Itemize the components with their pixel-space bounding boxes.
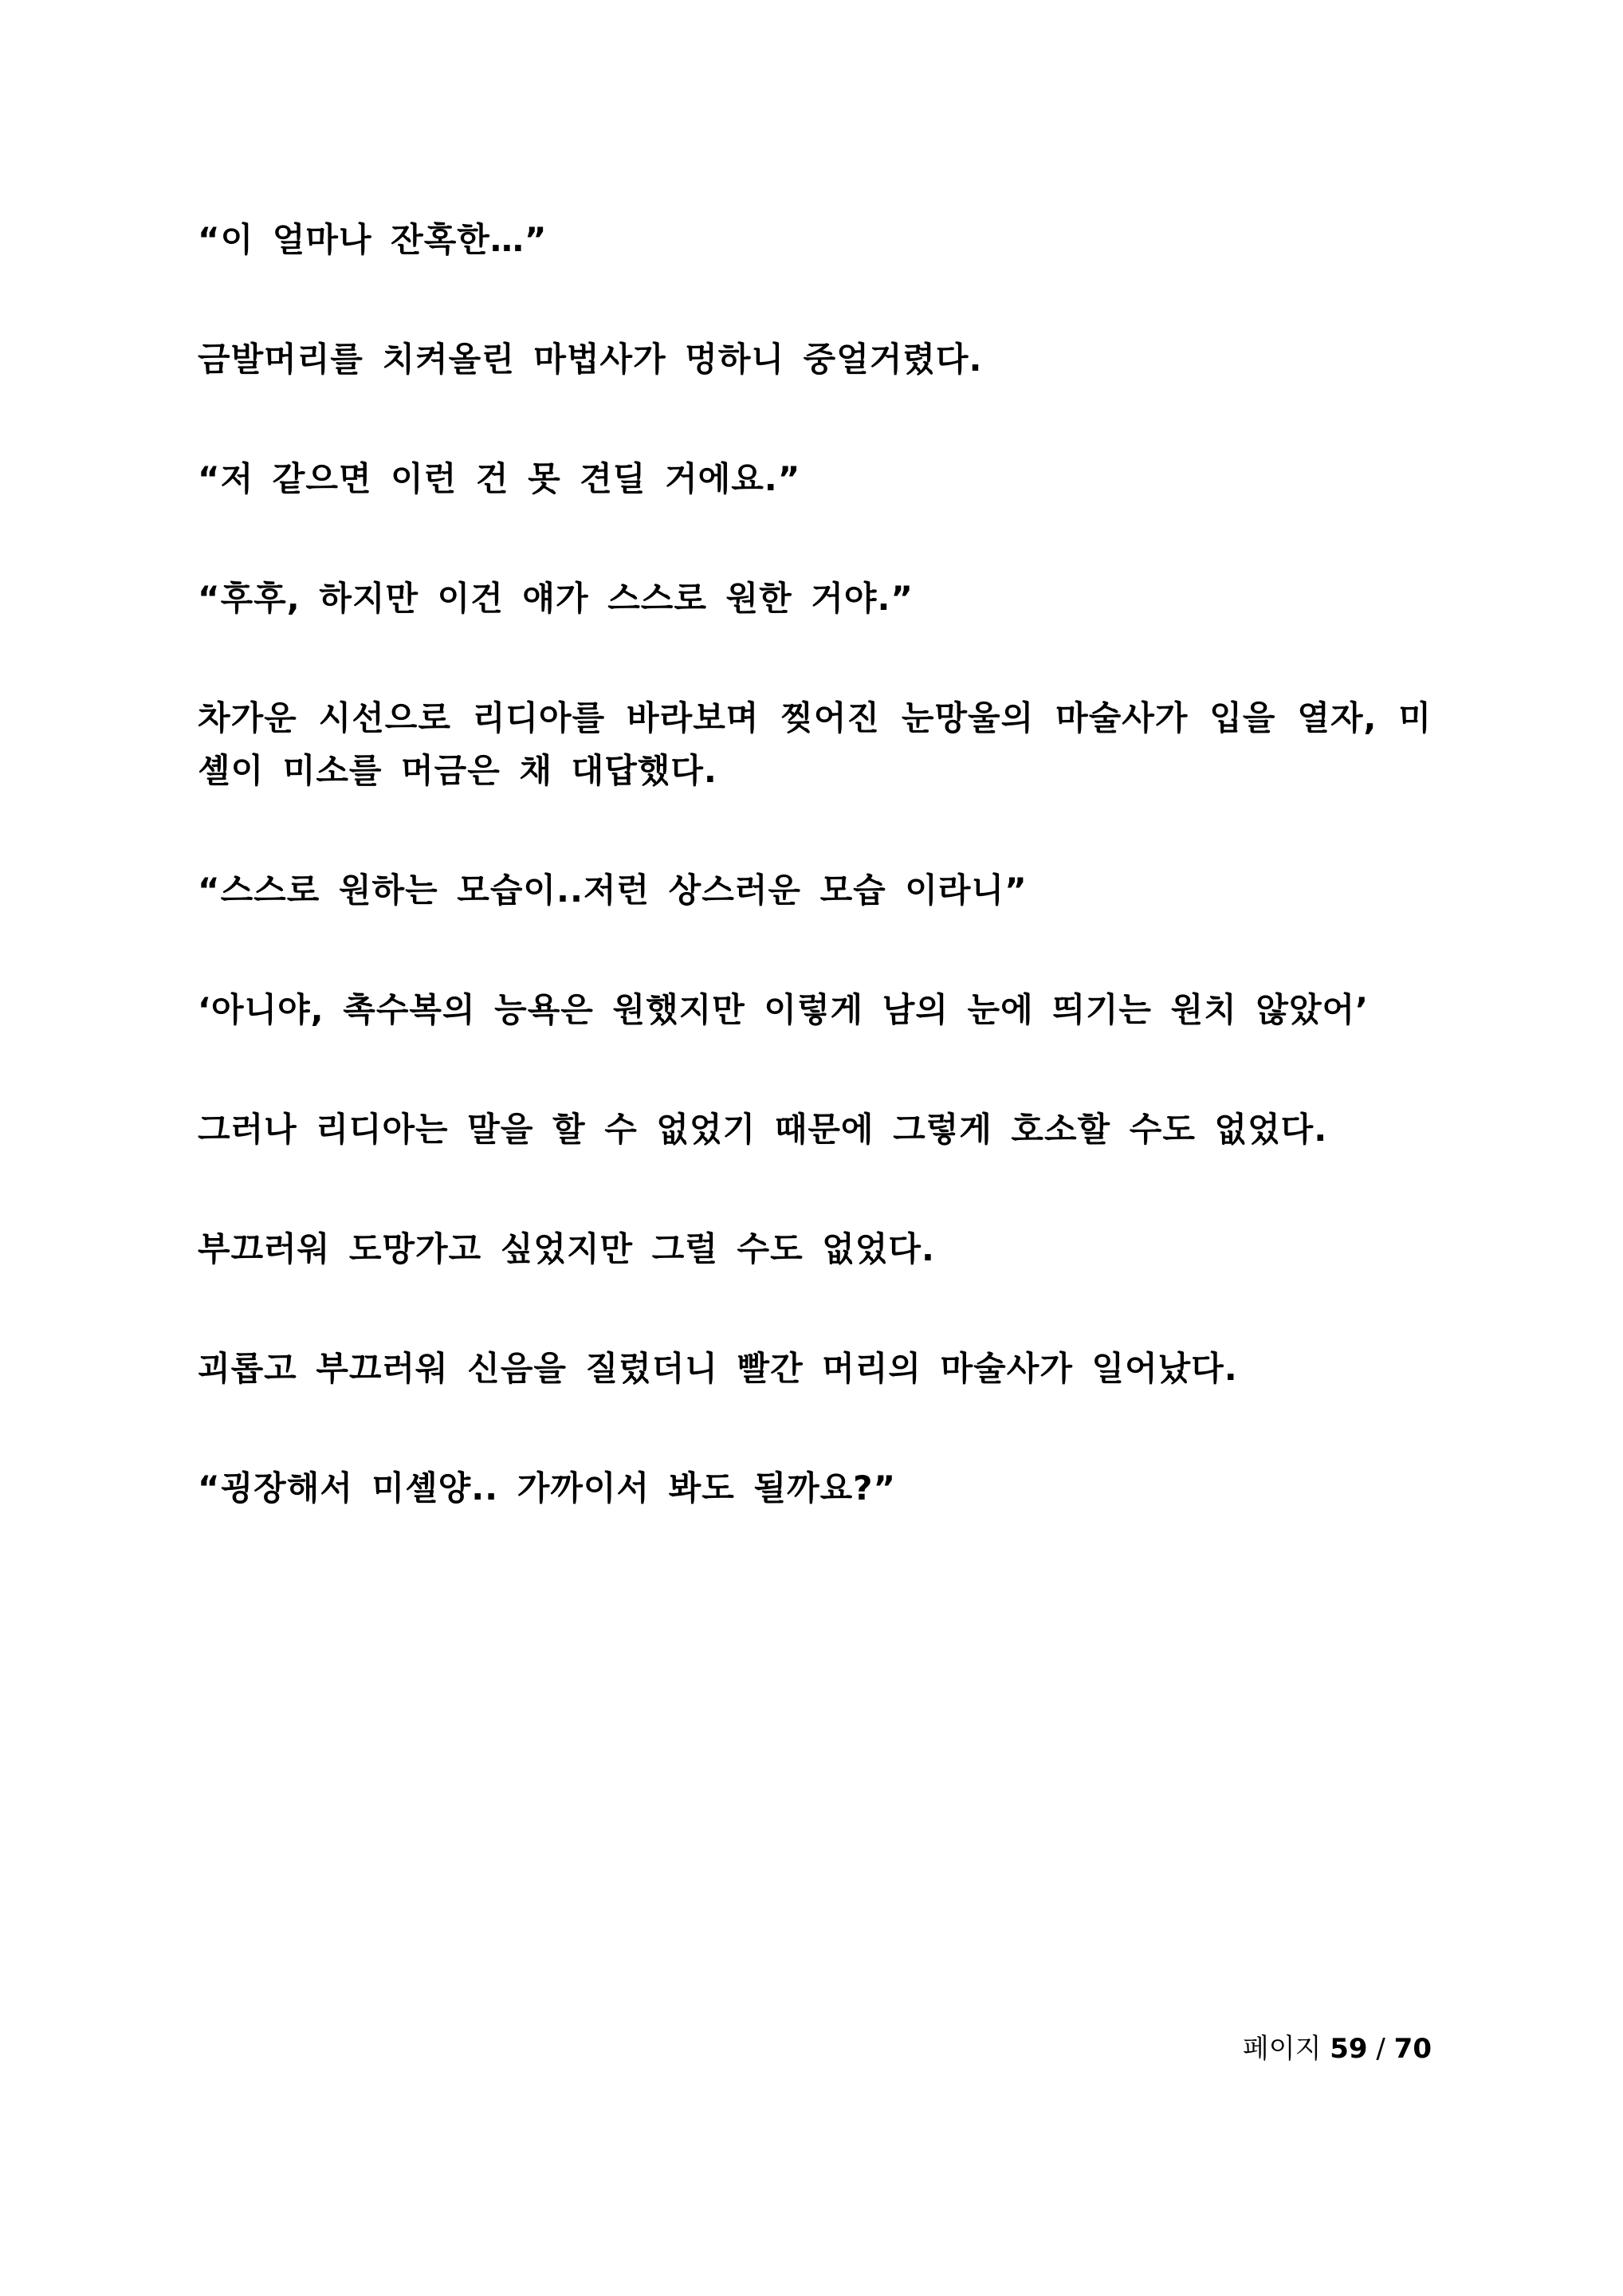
paragraph: “후후, 하지만 이건 얘가 스스로 원한 거야.” [198, 579, 914, 618]
paragraph: “저 같으면 이런 건 못 견딜 거에요.” [198, 459, 801, 498]
total-page-count: 70 [1393, 2033, 1432, 2065]
page-separator: / [1376, 2033, 1385, 2065]
paragraph: “굉장해서 미셸양.. 가까이서 봐도 될까요?” [198, 1468, 897, 1508]
paragraph: 괴롭고 부끄러워 신음을 질렀더니 빨간 머리의 마술사가 일어났다. [198, 1349, 1238, 1388]
current-page-number: 59 [1330, 2033, 1368, 2065]
paragraph: 차가운 시선으로 리디아를 바라보며 찢어진 눈망울의 마술사가 입을 열자, 미셸이 미소를 머금은 채 대답했다. [198, 698, 1432, 790]
paragraph: ‘아니야, 촉수복의 능욕은 원했지만 이렇게 남의 눈에 띄기는 원치 않았어’ [198, 990, 1370, 1029]
page-label: 페이지 [1242, 2033, 1322, 2065]
paragraph: “스스로 원하는 모습이..저런 상스러운 모습 이라니” [198, 871, 1028, 910]
paragraph: 그러나 리디아는 말을 할 수 없었기 때문에 그렇게 호소할 수도 없었다. [198, 1110, 1328, 1149]
paragraph: “이 얼마나 잔혹한…” [198, 220, 548, 259]
paragraph: 금발머리를 치켜올린 마법사가 멍하니 중얼거렸다. [198, 340, 983, 379]
page-number-footer [1243, 2031, 1432, 2066]
paragraph: 부끄러워 도망가고 싶었지만 그럴 수도 없었다. [198, 1229, 935, 1268]
body-text [198, 214, 1432, 1582]
